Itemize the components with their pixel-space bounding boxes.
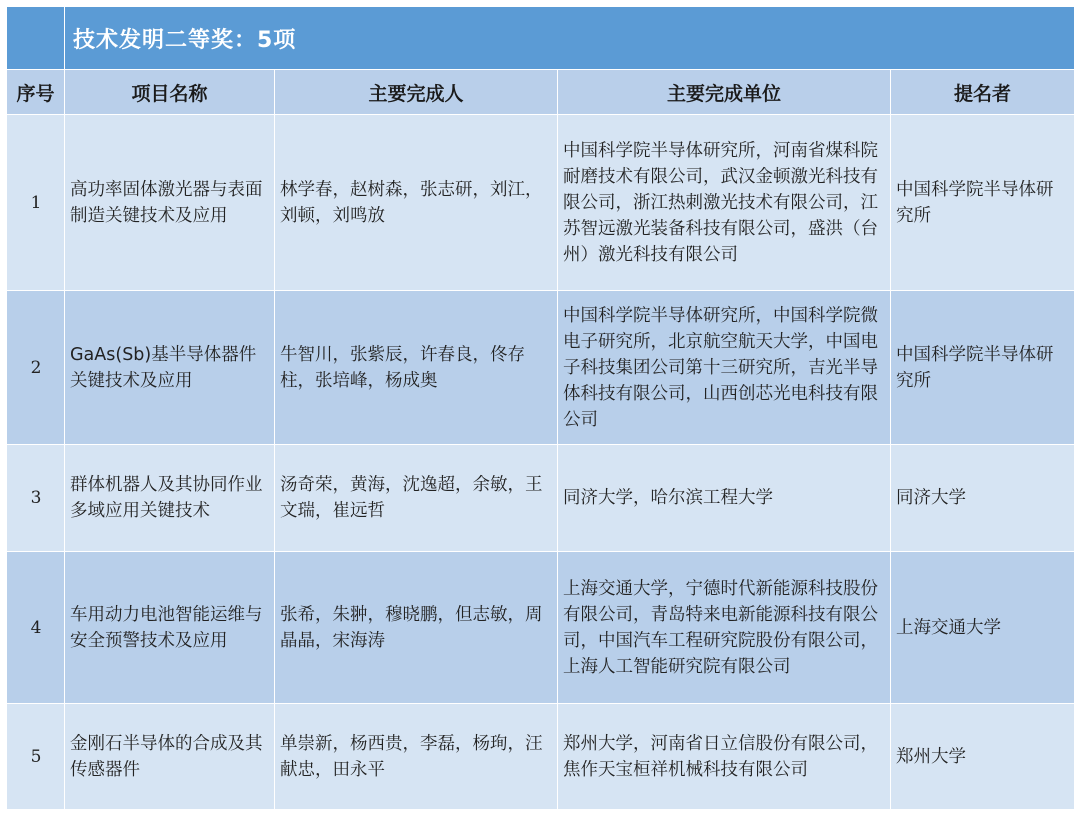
table-title: 技术发明二等奖：5项 [65, 7, 1075, 70]
table-row [7, 445, 1075, 552]
main-people: 汤奇荣，黄海，沈逸超，余敏，王文瑞，崔远哲 [275, 445, 558, 552]
row-index: 2 [7, 291, 65, 445]
header-project: 项目名称 [65, 70, 275, 115]
row-index: 5 [7, 704, 65, 810]
row-index: 3 [7, 445, 65, 552]
nominator: 同济大学 [891, 445, 1075, 552]
main-units: 郑州大学，河南省日立信股份有限公司，焦作天宝桓祥机械科技有限公司 [558, 704, 891, 810]
nominator: 中国科学院半导体研究所 [891, 115, 1075, 291]
row-index: 4 [7, 552, 65, 704]
main-people: 单崇新，杨西贵，李磊，杨珣，汪献忠，田永平 [275, 704, 558, 810]
nominator: 中国科学院半导体研究所 [891, 291, 1075, 445]
project-name: GaAs(Sb)基半导体器件关键技术及应用 [65, 291, 275, 445]
title-row [7, 7, 1075, 70]
row-index: 1 [7, 115, 65, 291]
main-units: 同济大学，哈尔滨工程大学 [558, 445, 891, 552]
main-units: 中国科学院半导体研究所，中国科学院微电子研究所，北京航空航天大学，中国电子科技集团公司第十三研究所，吉光半导体科技有限公司，山西创芯光电科技有限公司 [558, 291, 891, 445]
main-units: 上海交通大学，宁德时代新能源科技股份有限公司，青岛特来电新能源科技有限公司，中国汽车工程研究院股份有限公司，上海人工智能研究院有限公司 [558, 552, 891, 704]
header-people: 主要完成人 [275, 70, 558, 115]
nominator: 郑州大学 [891, 704, 1075, 810]
award-table [6, 6, 1075, 810]
main-units: 中国科学院半导体研究所，河南省煤科院耐磨技术有限公司，武汉金顿激光科技有限公司，浙江热刺激光技术有限公司，江苏智远激光装备科技有限公司，盛洪（台州）激光科技有限公司 [558, 115, 891, 291]
table-row [7, 552, 1075, 704]
main-people: 牛智川，张紫辰，许春良，佟存柱，张培峰，杨成奥 [275, 291, 558, 445]
table-row [7, 291, 1075, 445]
header-nominator: 提名者 [891, 70, 1075, 115]
header-index: 序号 [7, 70, 65, 115]
table-row [7, 704, 1075, 810]
table-row [7, 115, 1075, 291]
project-name: 高功率固体激光器与表面制造关键技术及应用 [65, 115, 275, 291]
project-name: 群体机器人及其协同作业多域应用关键技术 [65, 445, 275, 552]
main-people: 张希，朱翀，穆晓鹏，但志敏，周晶晶，宋海涛 [275, 552, 558, 704]
nominator: 上海交通大学 [891, 552, 1075, 704]
header-units: 主要完成单位 [558, 70, 891, 115]
award-table-container [6, 6, 1074, 810]
project-name: 金刚石半导体的合成及其传感器件 [65, 704, 275, 810]
title-blank-cell [7, 7, 65, 70]
project-name: 车用动力电池智能运维与安全预警技术及应用 [65, 552, 275, 704]
header-row [7, 70, 1075, 115]
main-people: 林学春，赵树森，张志研，刘江，刘顿，刘鸣放 [275, 115, 558, 291]
